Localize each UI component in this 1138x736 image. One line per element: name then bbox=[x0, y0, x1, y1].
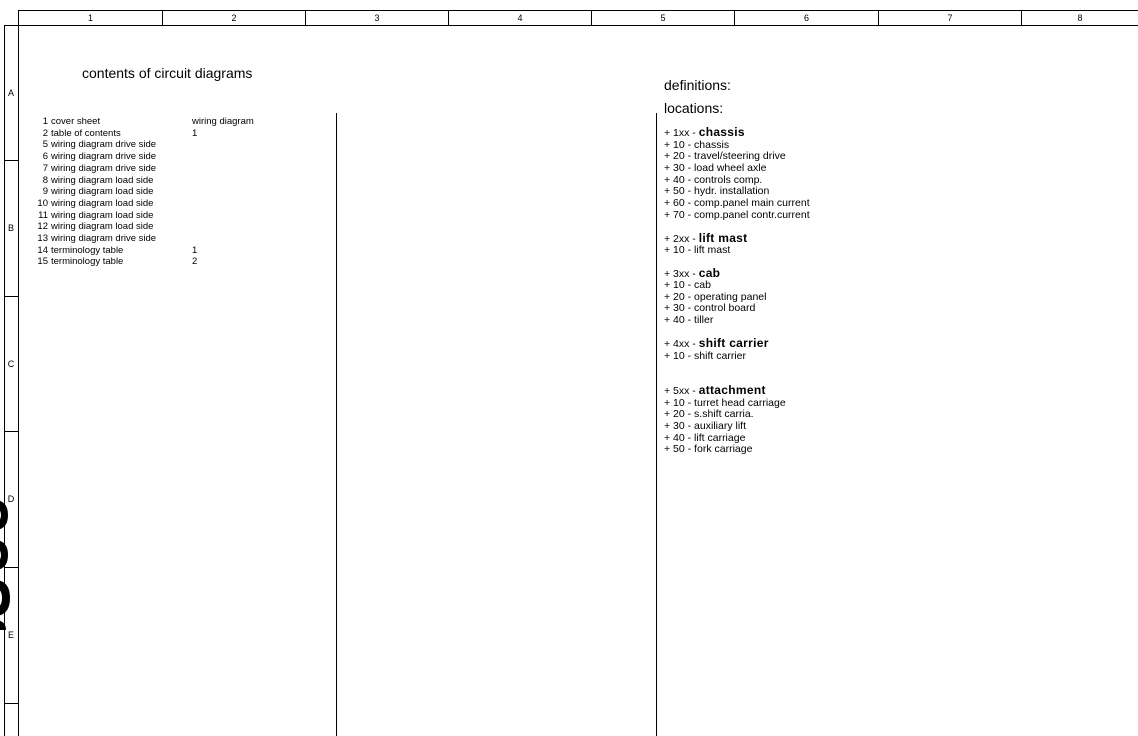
row-divider bbox=[4, 431, 18, 432]
toc-item-page: 1 bbox=[192, 244, 198, 256]
location-group-name: attachment bbox=[698, 383, 766, 397]
location-entry: + 40 - controls comp. bbox=[664, 173, 763, 186]
location-entry: + 30 - load wheel axle bbox=[664, 161, 767, 174]
location-group-name: chassis bbox=[698, 125, 745, 139]
location-entry: + 60 - comp.panel main current bbox=[664, 197, 810, 209]
location-entry: + 40 - lift carriage bbox=[664, 431, 746, 444]
toc-item-number: 10 bbox=[37, 197, 48, 209]
row-letter: D bbox=[7, 494, 15, 504]
location-entry: + 10 - cab bbox=[664, 279, 711, 291]
toc-item-title: cover sheet bbox=[51, 116, 101, 127]
toc-item-title: table of contents bbox=[51, 127, 121, 139]
location-entry: + 20 - travel/steering drive bbox=[664, 150, 786, 163]
location-entry: + 30 - control board bbox=[664, 302, 756, 315]
toc-item-title: wiring diagram load side bbox=[51, 197, 154, 209]
column-header-bottom-border bbox=[18, 25, 1138, 26]
toc-item-title: terminology table bbox=[51, 256, 124, 268]
column-number: 6 bbox=[803, 13, 809, 23]
toc-item-title: wiring diagram drive side bbox=[51, 233, 157, 244]
column-number: 4 bbox=[517, 13, 523, 23]
location-group-header bbox=[664, 385, 766, 398]
contents-section-divider bbox=[336, 113, 337, 736]
toc-item-number: 7 bbox=[42, 162, 48, 174]
toc-item-number: 9 bbox=[42, 186, 48, 198]
toc-item-number: 13 bbox=[37, 233, 48, 244]
toc-item-number: 2 bbox=[42, 127, 48, 139]
location-group-code: + 4xx - bbox=[664, 338, 696, 350]
location-entry: + 30 - auxiliary lift bbox=[664, 419, 746, 432]
toc-item-title: wiring diagram load side bbox=[51, 174, 154, 186]
toc-item-number: 11 bbox=[38, 209, 48, 221]
toc-item-title: wiring diagram load side bbox=[51, 186, 154, 198]
contents-heading: contents of circuit diagrams bbox=[82, 65, 253, 81]
location-group-code: + 1xx - bbox=[664, 127, 696, 139]
location-group-code: + 2xx - bbox=[664, 233, 696, 245]
location-entry: + 10 - shift carrier bbox=[664, 349, 746, 362]
location-entry: + 10 - lift mast bbox=[664, 244, 731, 256]
toc-item-number: 14 bbox=[37, 244, 48, 256]
row-letter: E bbox=[7, 630, 14, 640]
row-strip-top-border bbox=[4, 25, 18, 26]
row-letter: C bbox=[7, 359, 15, 369]
toc-item-number: 8 bbox=[42, 174, 48, 186]
toc-item-number: 12 bbox=[37, 221, 48, 233]
locations-heading: locations: bbox=[664, 100, 724, 116]
row-letter: B bbox=[7, 223, 14, 233]
frame-left-border bbox=[18, 10, 19, 736]
toc-item-page: 2 bbox=[192, 256, 198, 268]
definitions-section-divider bbox=[656, 113, 657, 736]
column-number: 3 bbox=[374, 13, 380, 23]
location-entry: + 40 - tiller bbox=[664, 314, 714, 327]
toc-item-title: wiring diagram load side bbox=[51, 209, 154, 221]
location-group-header bbox=[664, 127, 745, 140]
toc-item-page: 1 bbox=[192, 127, 198, 139]
toc-item-number: 15 bbox=[37, 256, 48, 268]
location-entry: + 20 - s.shift carria. bbox=[664, 408, 754, 421]
location-entry: + 20 - operating panel bbox=[664, 290, 767, 303]
location-group-name: shift carrier bbox=[698, 336, 769, 350]
toc-item-title: wiring diagram drive side bbox=[51, 151, 157, 163]
toc-item-title: terminology table bbox=[51, 244, 124, 256]
toc-item-title: wiring diagram drive side bbox=[51, 162, 157, 174]
row-divider bbox=[4, 160, 18, 161]
column-number: 2 bbox=[231, 13, 237, 23]
column-number: 1 bbox=[87, 13, 93, 23]
location-entry: + 50 - fork carriage bbox=[664, 443, 753, 456]
row-letter: A bbox=[7, 88, 14, 98]
column-number: 7 bbox=[947, 13, 953, 23]
definitions-heading: definitions: bbox=[664, 77, 731, 93]
row-divider bbox=[4, 296, 18, 297]
contents-page-column-header: wiring diagram bbox=[192, 116, 254, 127]
toc-item-number: 6 bbox=[42, 151, 48, 163]
location-group-header bbox=[664, 338, 769, 351]
location-entry: + 50 - hydr. installation bbox=[664, 185, 770, 198]
column-number: 8 bbox=[1077, 13, 1083, 23]
toc-item-number: 1 bbox=[42, 116, 48, 127]
toc-item-title: wiring diagram load side bbox=[51, 221, 154, 233]
location-entry: + 10 - chassis bbox=[664, 138, 730, 151]
location-group-name: lift mast bbox=[698, 231, 748, 245]
toc-item-title: wiring diagram drive side bbox=[51, 139, 157, 151]
location-group-code: + 5xx - bbox=[664, 385, 696, 397]
location-group-name: cab bbox=[698, 266, 721, 280]
location-group-code: + 3xx - bbox=[664, 268, 696, 280]
location-entry: + 10 - turret head carriage bbox=[664, 396, 786, 409]
column-number: 5 bbox=[660, 13, 666, 23]
clipped-watermark-glyphs bbox=[0, 470, 12, 710]
clipped-glyph-shapes bbox=[0, 470, 12, 710]
location-entry: + 70 - comp.panel contr.current bbox=[664, 208, 810, 221]
toc-item-number: 5 bbox=[42, 139, 48, 151]
